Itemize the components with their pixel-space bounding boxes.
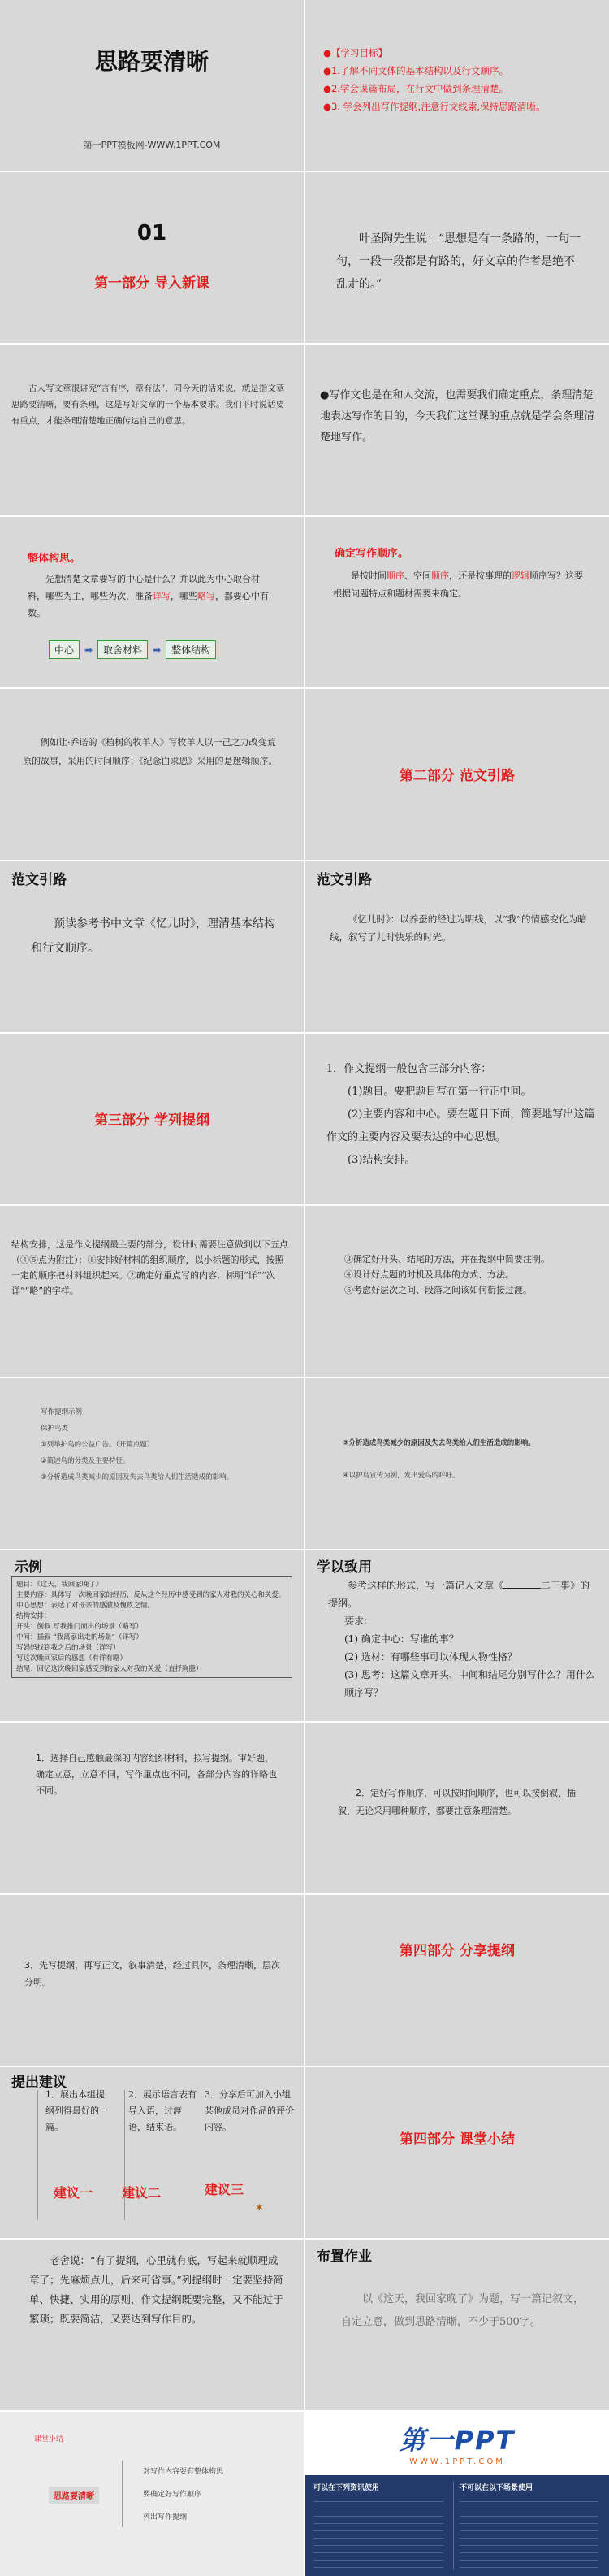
usage-allowed-title: 可以在下列资讯使用 xyxy=(313,2484,380,2492)
plan-text: 先想清楚文章要写的中心是什么？并以此为中心取合材料，哪些为主，哪些为次，准备详写，哪些略写，都要心中有数。 xyxy=(28,574,269,618)
intro-text: 古人写文章很讲究“言有序，章有法”，同今天的话来说，就是指文章思路要清晰，要有条理，这是写好文章的一个基本要求。我们平时说话要有重点，才能条理清楚地正确传达自己的意思。 xyxy=(11,384,285,426)
slide-title-heading: 思路要清晰 xyxy=(94,48,209,75)
step-text: 1．选择自己感触最深的内容组织材料，拟写提纲。审好题，确定立意，立意不同，写作重点也不同，各部分内容的详略也不同。 xyxy=(36,1753,277,1796)
section-number: 01 xyxy=(136,221,167,245)
slide-title-subtitle: 第一PPT模板网-WWW.1PPT.COM xyxy=(83,140,221,150)
fine-print-left xyxy=(313,2498,443,2568)
slide-laoshe-quote[interactable] xyxy=(0,2240,304,2410)
summary-item: 列出写作提纲 xyxy=(143,2513,188,2522)
example-text: 例如让·乔诺的《植树的牧羊人》写牧羊人以一己之力改变荒原的故事，采用的时间顺序；《纪念白求恩》采用的是逻辑顺序。 xyxy=(23,737,278,766)
goal-line: ●3. 学会列出写作提纲,注意行文线索,保持思路清晰。 xyxy=(323,101,546,112)
slide-order-example[interactable] xyxy=(0,689,304,860)
slide-part-three[interactable] xyxy=(0,1034,304,1204)
outline-line: (1)题目。要把题目写在第一行正中间。 xyxy=(348,1086,532,1098)
part-title: 第三部分 学列提纲 xyxy=(94,1112,209,1129)
goal-line: ●2.学会谋篇布局，在行文中做到条理清楚。 xyxy=(323,83,509,94)
flow-box-center: 中心 xyxy=(49,640,80,659)
plan-flow xyxy=(49,640,216,659)
slide-homework[interactable] xyxy=(305,2240,609,2410)
slide-structure-left[interactable] xyxy=(0,1206,304,1377)
step-text: 2．定好写作顺序，可以按时间顺序，也可以按倒叙、插叙，无论采用哪种顺序，都要注意条理清楚。 xyxy=(338,1788,576,1816)
focus-text: ●写作文也是在和人交流，也需要我们确定重点，条理清楚地表达写作的目的，今天我们这堂课的重点就是学会条理清楚地写作。 xyxy=(320,389,595,444)
slide-overall-plan[interactable] xyxy=(0,517,304,687)
plan-heading: 整体构思。 xyxy=(28,553,81,565)
quote-text: 叶圣陶先生说：“思想是有一条路的，一句一句，一段一段都是有路的，好文章的作者是绝不乱走的。” xyxy=(336,232,581,291)
star-icon: ✶ xyxy=(255,2202,264,2214)
slide-part-four[interactable] xyxy=(305,1895,609,2066)
brand-logo[interactable] xyxy=(305,2412,609,2475)
slide-heading: 示例 xyxy=(15,1559,42,1576)
suggestion-label: 建议三 xyxy=(205,2182,244,2197)
structure-point: ③确定好开头、结尾的方法，并在提纲中简要注明。 xyxy=(344,1254,550,1264)
outline-line: (3)结构安排。 xyxy=(348,1154,416,1166)
sample-line: ④以护鸟宣传为例，发出爱鸟的呼吁。 xyxy=(343,1472,460,1480)
slide-writing-order[interactable] xyxy=(305,517,609,687)
slide-model-right[interactable] xyxy=(305,861,609,1032)
usage-panel xyxy=(305,2475,609,2576)
sample-line: ①列举护鸟的公益广告。（开篇点题） xyxy=(41,1441,154,1449)
summary-item: 对写作内容要有整体构思 xyxy=(143,2468,224,2476)
slide-step-three[interactable] xyxy=(0,1895,304,2066)
sample-line: ③分析造成鸟类减少的原因及失去鸟类给人们生活造成的影响。 xyxy=(343,1439,535,1447)
slide-heading: 提出建议 xyxy=(11,2075,67,2091)
homework-text: 以《这天，我回家晚了》为题，写一篇记叙文，自定立意，做到思路清晰，不少于500字。 xyxy=(341,2293,585,2328)
flow-box-structure: 整体结构 xyxy=(166,640,216,659)
slide-heading: 学以致用 xyxy=(317,1559,372,1576)
slide-title[interactable] xyxy=(0,0,304,171)
summary-box: 思路要清晰 xyxy=(49,2487,99,2504)
arrow-right-icon: ➡ xyxy=(84,644,93,656)
summary-item: 要确定好写作顺序 xyxy=(143,2491,202,2499)
suggestion-col: 2．展示语言表有导入语，过渡语，结束语。 xyxy=(128,2089,197,2132)
logo-text: 第一PPT xyxy=(399,2425,516,2456)
usage-divider xyxy=(453,2482,454,2569)
slide-brand-footer[interactable] xyxy=(305,2412,609,2576)
slide-summary-part[interactable] xyxy=(305,2067,609,2238)
model-summary: 《忆儿时》：以养蚕的经过为明线，以“我”的情感变化为暗线，叙写了儿时快乐的时光。 xyxy=(330,913,587,943)
slide-sample-outline[interactable] xyxy=(0,1378,304,1549)
slide-intro-part[interactable] xyxy=(0,172,304,343)
step-text: 3．先写提纲，再写正文，叙事清楚，经过具体，条理清晰，层次分明。 xyxy=(24,1960,280,1988)
summary-bracket xyxy=(122,2461,131,2527)
order-text: 是按时间顺序、空间顺序，还是按事理的逻辑顺序写？这要根据问题特点和题材需要来确定。 xyxy=(333,570,583,599)
fine-print-right xyxy=(460,2498,598,2568)
slide-part-two[interactable] xyxy=(305,689,609,860)
arrow-right-icon: ➡ xyxy=(153,644,162,656)
part-title: 第四部分 分享提纲 xyxy=(400,1943,515,1959)
slide-goals[interactable] xyxy=(305,0,609,171)
slide-sample-outline-cont[interactable] xyxy=(305,1378,609,1549)
logo-url: WWW.1PPT.COM xyxy=(409,2457,505,2466)
usage-denied-title: 不可以在以下场景使用 xyxy=(460,2484,533,2492)
slide-model-left[interactable] xyxy=(0,861,304,1032)
outline-line: (2)主要内容和中心。要在题目下面，简要地写出这篇作文的主要内容及要表达的中心思想。 xyxy=(326,1108,595,1143)
sample-line: ③分析造成鸟类减少的原因及失去鸟类给人们生活造成的影响。 xyxy=(41,1473,234,1481)
part-title: 第二部分 范文引路 xyxy=(400,768,515,784)
slide-writing-focus[interactable] xyxy=(305,345,609,515)
brief-mark: 略写 xyxy=(197,591,215,601)
summary-side-label: 课堂小结 xyxy=(34,2435,64,2444)
slide-heading: 范文引路 xyxy=(317,872,372,888)
part-title: 第一部分 导入新课 xyxy=(94,275,209,292)
suggestion-label: 建议一 xyxy=(54,2185,93,2201)
slide-structure-right[interactable] xyxy=(305,1206,609,1377)
slide-quote[interactable] xyxy=(305,172,609,343)
suggestion-col: 1．展出本组提纲列得最好的一篇。 xyxy=(45,2089,108,2132)
detail-mark: 详写 xyxy=(153,591,171,601)
order-heading: 确定写作顺序。 xyxy=(335,548,409,560)
part-title: 第四部分 课堂小结 xyxy=(400,2131,515,2148)
slide-outline-parts[interactable] xyxy=(305,1034,609,1204)
example-outline-box: 题目：《这天，我回家晚了》 主要内容：具体写一次晚回家的经历，反从这个经历中感受到的家人对我的关心和关爱。 中心思想：表达了对母亲的感激及愧疚之情。 结构安排： 开头：倒叙 写我推门而出的场景（略写） 中间：插叙 “我离家出走的场景”（详写） 写妈妈找到我之后的场景（详写） 写这次晚回家后的感想（有详有略） 结尾：回忆这次晚回家感受到的家人对我的关爱（直抒胸臆） xyxy=(11,1576,292,1678)
slide-heading: 布置作业 xyxy=(317,2249,372,2265)
suggestion-label: 建议二 xyxy=(122,2185,162,2201)
slide-heading: 范文引路 xyxy=(11,872,67,888)
slide-step-two[interactable] xyxy=(305,1723,609,1893)
suggestion-col: 3．分享后可加入小组某他成员对作品的评价内容。 xyxy=(205,2089,294,2132)
sample-line: ②简述鸟的分类及主要特征。 xyxy=(41,1457,130,1465)
slide-example[interactable] xyxy=(0,1550,304,1721)
goal-line: ●【学习目标】 xyxy=(323,47,388,59)
sample-line: 写作提纲示例 xyxy=(41,1408,83,1416)
slide-practice[interactable]: 学以致用 参考这样的形式，写一篇记人文章《 二三事》的提纲。 要求： (1) 确定中心：写谁的事？ (2) 选材：有哪些事可以体现人物性格？ (3) 思考：这篇文章开头、中间和结尾分别写什么？用什么顺序写？ xyxy=(305,1550,609,1721)
laoshe-text: 老舍说：“有了提纲，心里就有底，写起来就顺理成章了；先麻烦点儿，后来可省事。”列提纲时一定要坚持简单、快捷、实用的原则，作文提纲既要完整，又不能过于繁琐；既要简洁，又要达到写作目的。 xyxy=(29,2254,283,2325)
goal-line: ●1.了解不同文体的基本结构以及行文顺序。 xyxy=(323,65,509,76)
blank-line xyxy=(503,1588,541,1589)
outline-line: 1．作文提纲一般包含三部分内容： xyxy=(326,1063,492,1075)
model-text: 预读参考书中文章《忆儿时》，理清基本结构和行文顺序。 xyxy=(31,917,275,955)
slide-step-one[interactable] xyxy=(0,1723,304,1893)
structure-point: ⑤考虑好层次之间、段落之间该如何衔接过渡。 xyxy=(344,1285,532,1295)
structure-text: 结构安排，这是作文提纲最主要的部分，设计时需要注意做到以下五点（④⑤点为附注）：①安排好材料的组织顺序，以小标题的形式，按照一定的顺序把材料组织起来。②确定好重点写的内容，标明“详”“次详”“略”的字样。 xyxy=(11,1239,288,1296)
flow-box-material: 取舍材料 xyxy=(97,640,148,659)
slide-class-summary[interactable] xyxy=(0,2412,304,2576)
slide-ancient-writing[interactable] xyxy=(0,345,304,515)
sample-line: 保护鸟类 xyxy=(41,1425,69,1433)
slide-suggestions[interactable] xyxy=(0,2067,304,2238)
structure-point: ④设计好点题的时机及具体的方式、方法。 xyxy=(344,1269,514,1280)
